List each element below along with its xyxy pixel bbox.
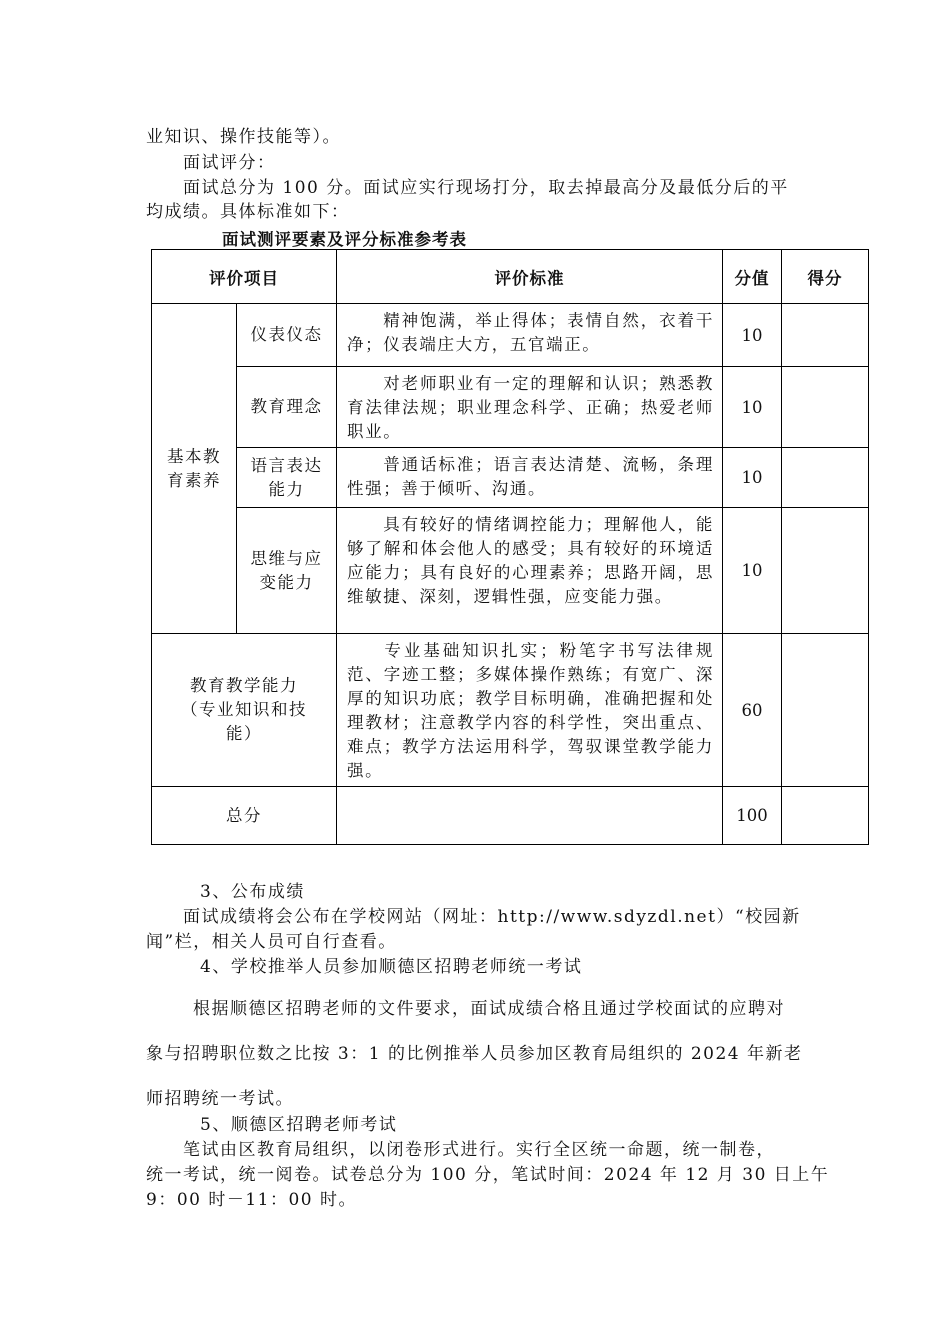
standard-text: 普通话标准；语言表达清楚、流畅，条理性强；善于倾听、沟通。 xyxy=(347,455,714,498)
score-cell: 10 xyxy=(723,367,782,448)
score-cell: 10 xyxy=(723,508,782,634)
table-row xyxy=(152,304,869,367)
standard-text: 专业基础知识扎实；粉笔字书写法律规范、字迹工整；多媒体操作熟练；有宽广、深厚的知识功底；教学目标明确，准确把握和处理教材；注意教学内容的科学性，突出重点、难点；教学方法运用科学，驾驭课堂教学能力强。 xyxy=(347,641,714,780)
score-cell: 10 xyxy=(723,448,782,508)
result-cell xyxy=(782,634,869,787)
paragraph-line: 根据顺德区招聘老师的文件要求，面试成绩合格且通过学校面试的应聘对 xyxy=(193,999,785,1019)
result-cell xyxy=(782,367,869,448)
standard-text: 具有较好的情绪调控能力；理解他人，能够了解和体会他人的感受；具有较好的环境适应能力；具有良好的心理素养；思路开阔，思维敏捷、深刻，逻辑性强，应变能力强。 xyxy=(347,515,714,606)
standard-cell xyxy=(337,634,723,787)
table-caption: 面试测评要素及评分标准参考表 xyxy=(222,230,467,249)
standard-text: 精神饱满，举止得体；表情自然，衣着干净；仪表端庄大方，五官端正。 xyxy=(347,311,714,354)
standard-text: 对老师职业有一定的理解和认识；熟悉教育法律法规；职业理念科学、正确；热爱老师职业。 xyxy=(347,374,714,441)
total-label: 总分 xyxy=(152,787,337,845)
table-header-row xyxy=(152,250,869,304)
paragraph-line: 均成绩。具体标准如下： xyxy=(146,202,350,222)
result-cell xyxy=(782,508,869,634)
paragraph-line: 面试评分： xyxy=(183,153,276,173)
section-heading: 3、公布成绩 xyxy=(200,882,305,902)
paragraph-line: 统一考试，统一阅卷。试卷总分为 100 分，笔试时间：2024 年 12 月 30 日上午 xyxy=(146,1165,830,1185)
paragraph-line: 师招聘统一考试。 xyxy=(146,1089,294,1109)
standard-cell xyxy=(337,508,723,634)
header-standard: 评价标准 xyxy=(337,250,723,304)
table-row xyxy=(152,448,869,508)
group-basic-cell xyxy=(152,304,237,634)
item-cell: 仪表仪态 xyxy=(237,304,337,367)
standard-cell xyxy=(337,448,723,508)
table-row xyxy=(152,634,869,787)
header-score: 分值 xyxy=(723,250,782,304)
paragraph-line: 9：00 时－11：00 时。 xyxy=(146,1190,358,1210)
score-table xyxy=(151,249,869,845)
group-basic-line: 基本教 xyxy=(167,446,221,466)
item-cell: 教育理念 xyxy=(237,367,337,448)
paragraph-line: 业知识、操作技能等）。 xyxy=(146,127,341,147)
result-cell xyxy=(782,787,869,845)
item-cell-teaching: 教育教学能力（专业知识和技能） xyxy=(152,634,337,787)
item-cell: 语言表达能力 xyxy=(237,448,337,508)
section-heading: 5、顺德区招聘老师考试 xyxy=(200,1115,398,1135)
standard-cell xyxy=(337,367,723,448)
paragraph-line: 面试成绩将会公布在学校网站（网址：http://www.sdyzdl.net）“校园新 xyxy=(183,907,801,927)
score-cell: 10 xyxy=(723,304,782,367)
result-cell xyxy=(782,304,869,367)
standard-cell xyxy=(337,304,723,367)
group-basic-line: 育素养 xyxy=(167,470,221,490)
total-score: 100 xyxy=(723,787,782,845)
score-cell: 60 xyxy=(723,634,782,787)
paragraph-line: 笔试由区教育局组织，以闭卷形式进行。实行全区统一命题，统一制卷， xyxy=(183,1140,775,1160)
paragraph-line: 面试总分为 100 分。面试应实行现场打分，取去掉最高分及最低分后的平 xyxy=(183,178,789,198)
header-item: 评价项目 xyxy=(152,250,337,304)
result-cell xyxy=(782,448,869,508)
table-row xyxy=(152,367,869,448)
table-row-total xyxy=(152,787,869,845)
paragraph-line: 象与招聘职位数之比按 3：1 的比例推举人员参加区教育局组织的 2024 年新老 xyxy=(146,1044,803,1064)
table-row xyxy=(152,508,869,634)
total-standard-cell xyxy=(337,787,723,845)
paragraph-line: 闻”栏，相关人员可自行查看。 xyxy=(146,932,397,952)
item-cell: 思维与应变能力 xyxy=(237,508,337,634)
section-heading: 4、学校推举人员参加顺德区招聘老师统一考试 xyxy=(200,957,583,977)
header-result: 得分 xyxy=(782,250,869,304)
